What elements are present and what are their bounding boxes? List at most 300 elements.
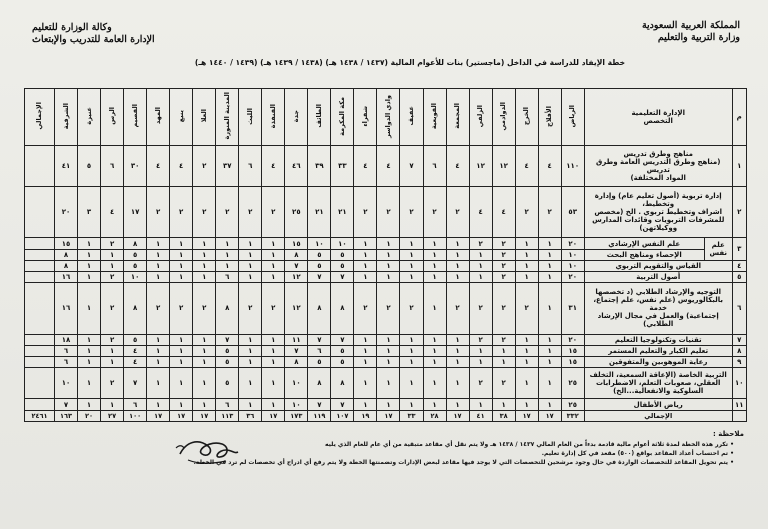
region-header: [538, 89, 561, 146]
cell-value: ٥: [308, 357, 331, 368]
cell-value: ١: [538, 249, 561, 260]
cell-value: ١: [515, 260, 538, 271]
cell-value: ٥: [308, 260, 331, 271]
total-value: ١٧٣: [285, 410, 308, 421]
cell-value: ١: [101, 345, 124, 356]
cell-value: ٤٦: [285, 146, 308, 187]
specialization-label: [584, 334, 732, 345]
cell-value: ٤١: [55, 146, 78, 187]
cell-value: ٢: [262, 283, 285, 334]
cell-value: ١٠: [561, 249, 584, 260]
cell-value: ٥: [331, 249, 354, 260]
cell-value: ١: [147, 272, 170, 283]
cell-value: ٤: [469, 187, 492, 238]
cell-value: ١: [101, 399, 124, 410]
note-item-1: • تكرر هذه الخطة لمدة ثلاثة أعوام مالية قادمة بدءاً من العام المالي ١٤٣٧ / ١٤٣٨ هـ ولا يتم نقل أي مقاعد متبقية من أي عام للعام الذي يليه: [144, 440, 734, 449]
cell-value: ٢: [446, 187, 469, 238]
cell-value: ١: [78, 357, 101, 368]
note-item-2: • تم احتساب أعداد المقاعد بواقع (٥٠٠) مقعد في كل إدارة تعليم.: [144, 449, 734, 458]
cell-value: ١: [170, 368, 193, 399]
cell-value: ٦: [423, 146, 446, 187]
cell-value: ١: [170, 357, 193, 368]
region-header: [446, 89, 469, 146]
cell-value: ٧: [308, 272, 331, 283]
cell-value: ١: [400, 334, 423, 345]
row-index: ٣: [732, 238, 746, 260]
cell-value: ١: [170, 238, 193, 249]
total-value: ١١٩: [308, 410, 331, 421]
cell-value: ١: [377, 249, 400, 260]
total-value: ٣٣٢: [561, 410, 584, 421]
cell-value: ١: [239, 249, 262, 260]
cell-value: ١: [446, 357, 469, 368]
cell-value: ٧: [331, 272, 354, 283]
specialization-line: مناهج وطرق تدريس: [623, 150, 693, 159]
region-header-label: الأفلاج: [545, 105, 554, 127]
cell-value: ١: [446, 399, 469, 410]
specialization-label: [584, 399, 732, 410]
cell-value: ١: [239, 368, 262, 399]
cell-value: ٢: [492, 368, 515, 399]
cell-value: ٣٣: [331, 146, 354, 187]
specialization-label: [584, 260, 732, 271]
cell-value: ٥: [216, 357, 239, 368]
cell-value: ١: [446, 272, 469, 283]
region-header: [285, 89, 308, 146]
region-header: [216, 89, 239, 146]
cell-value: ٧: [400, 146, 423, 187]
specialization-line: المواد المختلفة): [630, 174, 686, 183]
table-row: [25, 146, 747, 187]
cell-value: ١: [78, 334, 101, 345]
cell-value: ١: [538, 399, 561, 410]
cell-value: ٦: [308, 345, 331, 356]
cell-value: ١: [262, 345, 285, 356]
specialization-label: علم النفس الإرشادي: [584, 238, 704, 249]
cell-value: ١: [377, 399, 400, 410]
specialization-line: تقنيات وتكنولوجيا التعليم: [614, 335, 702, 344]
cell-value: ١: [239, 399, 262, 410]
region-header-label: المهد: [153, 107, 162, 125]
cell-value: ٤: [515, 146, 538, 187]
total-column-label: الإجمالي: [35, 102, 43, 130]
cell-value: ١: [262, 399, 285, 410]
group-label: علم نفس: [704, 238, 732, 260]
cell-value: ٧: [216, 334, 239, 345]
cell-value: ١: [446, 345, 469, 356]
cell-value: ١: [538, 357, 561, 368]
cell-value: ١: [538, 272, 561, 283]
row-index: ٨: [732, 345, 746, 356]
cell-value: ١: [193, 334, 216, 345]
cell-value: ١: [147, 399, 170, 410]
cell-value: ١٨: [55, 334, 78, 345]
cell-value: ٤: [124, 345, 147, 356]
cell-value: ١: [515, 357, 538, 368]
cell-value: ٧: [331, 334, 354, 345]
cell-value: ٢: [469, 283, 492, 334]
cell-value: ٢: [262, 187, 285, 238]
cell-value: ٥: [216, 345, 239, 356]
total-value: ١٧: [377, 410, 400, 421]
cell-value: ١: [538, 334, 561, 345]
cell-value: ١: [469, 345, 492, 356]
cell-value: ٧: [285, 260, 308, 271]
cell-value: ١: [193, 272, 216, 283]
cell-value: ١: [262, 334, 285, 345]
specialization-label: [584, 283, 732, 334]
region-header-label: القويعية: [430, 102, 439, 130]
cell-value: ٦: [216, 399, 239, 410]
cell-value: ١: [515, 249, 538, 260]
cell-value: ٢: [239, 283, 262, 334]
specialization-label: [584, 187, 732, 238]
region-header-label: الزلفي: [476, 104, 485, 128]
cell-value: ١: [193, 399, 216, 410]
cell-value: ١: [400, 260, 423, 271]
specialization-label: الإحصاء ومناهج البحث: [584, 249, 704, 260]
cell-value: ٣: [78, 187, 101, 238]
cell-value: ٤: [446, 146, 469, 187]
row-total-cell: [25, 238, 55, 249]
cell-value: ١: [400, 272, 423, 283]
total-column-header: [25, 89, 55, 146]
totals-label: الإجمالي: [584, 410, 732, 421]
cell-value: ٨: [55, 260, 78, 271]
cell-value: ١٦: [55, 272, 78, 283]
cell-value: ١: [400, 399, 423, 410]
specialization-line: رعاية الموهوبين والمتفوقين: [609, 358, 708, 367]
specialization-column-header: [584, 89, 732, 146]
cell-value: ١٢: [285, 283, 308, 334]
cell-value: ١: [492, 345, 515, 356]
cell-value: ١: [262, 357, 285, 368]
cell-value: ١: [239, 345, 262, 356]
note-item-3: • يتم تحويل المقاعد للتخصصات الواردة في حال وجود مرشحين للتخصصات التي لا يوجد فيها مقاعد لبعض الإدارات وتضمنتها الخطة ولا يتم رفع أي ادراج أي تخصصات لم ترد في الخطة.: [144, 458, 734, 467]
cell-value: ١: [469, 357, 492, 368]
cell-value: ١٢: [492, 146, 515, 187]
cell-value: ١٥: [561, 345, 584, 356]
cell-value: ٢: [423, 187, 446, 238]
index-column-header: م: [732, 89, 746, 146]
cell-value: ١: [423, 238, 446, 249]
region-header: [561, 89, 584, 146]
cell-value: ١١: [285, 334, 308, 345]
table-row: [25, 334, 747, 345]
cell-value: ١: [400, 238, 423, 249]
cell-value: ١: [193, 357, 216, 368]
row-index: ٤: [732, 260, 746, 271]
specialization-line: (مناهج وطرق التدريس العامة وطرق تدريس: [595, 158, 721, 175]
cell-value: ١٠: [308, 238, 331, 249]
cell-value: ٦: [101, 146, 124, 187]
cell-value: ١٥: [285, 238, 308, 249]
cell-value: ٨: [331, 283, 354, 334]
specialization-line: أصول التربية: [636, 273, 681, 282]
cell-value: ١: [469, 260, 492, 271]
total-value: ١٧: [538, 410, 561, 421]
cell-value: ٢: [492, 260, 515, 271]
cell-value: ٣٩: [308, 146, 331, 187]
cell-value: ٨: [285, 249, 308, 260]
specialization-line: إدارة تربوية (أصول تعليم عام) وإدارة وتخطيط،: [594, 192, 722, 209]
cell-value: ١: [239, 272, 262, 283]
cell-value: ١: [515, 238, 538, 249]
cell-value: ٤: [492, 187, 515, 238]
region-header: [515, 89, 538, 146]
cell-value: ١: [423, 272, 446, 283]
region-header: [239, 89, 262, 146]
row-total-cell: [25, 399, 55, 410]
region-header-label: القصيم: [130, 104, 139, 128]
scholarship-plan-table: [24, 88, 747, 422]
table-row: [25, 187, 747, 238]
cell-value: ٢: [515, 283, 538, 334]
cell-value: ١: [147, 249, 170, 260]
cell-value: ٧: [124, 368, 147, 399]
cell-value: ١: [170, 272, 193, 283]
cell-value: ١: [400, 368, 423, 399]
region-header-label: مكة المكرمة: [337, 96, 346, 136]
cell-value: ١: [239, 260, 262, 271]
cell-value: ٢: [538, 187, 561, 238]
cell-value: ١: [147, 260, 170, 271]
region-header: [55, 89, 78, 146]
cell-value: ٥٣: [561, 187, 584, 238]
cell-value: ٤: [170, 146, 193, 187]
cell-value: ١: [538, 368, 561, 399]
table-row: [25, 345, 747, 356]
cell-value: ٢: [193, 283, 216, 334]
cell-value: ٢: [147, 187, 170, 238]
region-header-label: المجمعة: [453, 103, 462, 129]
specialization-line: القياس والتقويم التربوي: [615, 261, 701, 270]
cell-value: ١: [400, 249, 423, 260]
cell-value: ٢٠: [55, 187, 78, 238]
cell-value: ٢: [354, 283, 377, 334]
cell-value: ٢: [492, 272, 515, 283]
region-header: [377, 89, 400, 146]
cell-value: ١: [147, 334, 170, 345]
ministry-header-line-1: المملكة العربية السعودية: [641, 20, 740, 31]
table-row: [25, 272, 747, 283]
specialization-label: [584, 357, 732, 368]
cell-value: ١: [78, 283, 101, 334]
cell-value: ١: [377, 272, 400, 283]
cell-value: ١: [193, 368, 216, 399]
row-total-cell: [25, 368, 55, 399]
region-header-label: المدينة المنورة: [222, 92, 231, 140]
cell-value: ١: [446, 249, 469, 260]
cell-value: ١: [78, 399, 101, 410]
specialization-line: السلوكية والانفعالية...الخ): [613, 387, 704, 396]
total-value: ١٩: [354, 410, 377, 421]
total-value: ١٧: [193, 410, 216, 421]
region-header: [78, 89, 101, 146]
cell-value: ١: [147, 238, 170, 249]
table-row: [25, 357, 747, 368]
cell-value: ١: [423, 357, 446, 368]
row-index: ٧: [732, 334, 746, 345]
cell-value: ٧: [55, 399, 78, 410]
cell-value: ١: [101, 249, 124, 260]
total-value: ١٧: [170, 410, 193, 421]
row-index: ١٠: [732, 368, 746, 399]
table-row: [25, 399, 747, 410]
cell-value: ١٠: [331, 238, 354, 249]
cell-value: ١: [170, 345, 193, 356]
cell-value: ٢: [101, 334, 124, 345]
specialization-line: تعليم الكبار والتعليم المستمر: [608, 346, 709, 355]
cell-value: ١: [216, 260, 239, 271]
cell-value: ١: [538, 345, 561, 356]
cell-value: ٥: [331, 260, 354, 271]
total-value: ٣٦: [239, 410, 262, 421]
cell-value: ٨: [308, 283, 331, 334]
cell-value: ٦: [124, 399, 147, 410]
row-total-cell: [25, 345, 55, 356]
cell-value: ٢١: [308, 187, 331, 238]
cell-value: ١: [354, 368, 377, 399]
specialization-header-label: التخصص: [643, 117, 673, 125]
cell-value: ٨: [55, 249, 78, 260]
totals-index-cell: [732, 410, 746, 421]
cell-value: ٢: [400, 283, 423, 334]
cell-value: ١: [354, 272, 377, 283]
cell-value: ٤: [101, 187, 124, 238]
cell-value: ١: [469, 272, 492, 283]
cell-value: ١: [193, 238, 216, 249]
cell-value: ٧: [285, 345, 308, 356]
cell-value: ١٠: [124, 272, 147, 283]
cell-value: ٨: [331, 368, 354, 399]
total-value: ٢٠: [78, 410, 101, 421]
cell-value: ١٥: [561, 357, 584, 368]
cell-value: ٦: [55, 357, 78, 368]
agency-header-line-1: وكالة الوزارة للتعليم: [32, 22, 112, 33]
cell-value: ٢٥: [285, 187, 308, 238]
specialization-line: التوجيه والإرشاد الطلابي (د تخصصها: [595, 288, 722, 297]
cell-value: ٢: [446, 283, 469, 334]
cell-value: ٢: [400, 187, 423, 238]
cell-value: ١: [538, 283, 561, 334]
cell-value: ١: [515, 345, 538, 356]
cell-value: ١٢: [285, 272, 308, 283]
row-index: ٥: [732, 272, 746, 283]
specialization-label: [584, 368, 732, 399]
cell-value: ١: [239, 334, 262, 345]
total-value: ٣٨: [492, 410, 515, 421]
region-header: [124, 89, 147, 146]
totals-row: [25, 410, 747, 421]
grand-total: ٢٤٦١: [25, 410, 55, 421]
region-header-label: الليث: [245, 107, 254, 125]
cell-value: ٥: [124, 334, 147, 345]
row-index: ١١: [732, 399, 746, 410]
cell-value: ٢: [101, 272, 124, 283]
total-value: ١٠٧: [331, 410, 354, 421]
cell-value: ١: [170, 399, 193, 410]
agency-header-line-2: الإدارة العامة للتدريب والإبتعاث: [32, 34, 155, 45]
cell-value: ٣١: [561, 283, 584, 334]
cell-value: ١: [354, 260, 377, 271]
region-header: [193, 89, 216, 146]
cell-value: ١: [515, 272, 538, 283]
cell-value: ٥: [331, 357, 354, 368]
row-total-cell: [25, 260, 55, 271]
cell-value: ٤: [147, 146, 170, 187]
cell-value: ٥: [308, 249, 331, 260]
cell-value: ٤: [377, 146, 400, 187]
cell-value: ١: [101, 357, 124, 368]
cell-value: ١: [423, 260, 446, 271]
cell-value: ١٧: [124, 187, 147, 238]
row-index: ٢: [732, 187, 746, 238]
region-header: [400, 89, 423, 146]
total-value: ١٠٠: [124, 410, 147, 421]
notes-list: [144, 440, 744, 467]
region-header: [331, 89, 354, 146]
cell-value: ١: [170, 260, 193, 271]
cell-value: ٥: [331, 345, 354, 356]
cell-value: ٢: [239, 187, 262, 238]
cell-value: ١: [354, 399, 377, 410]
cell-value: ٣٠: [124, 146, 147, 187]
row-index: ١: [732, 146, 746, 187]
region-header-label: عفيف: [406, 106, 415, 126]
specialization-line: اشراف وتخطيط تربوي . الخ (مخصص: [594, 208, 723, 217]
cell-value: ١: [239, 238, 262, 249]
cell-value: ٢٠: [561, 238, 584, 249]
cell-value: ٢: [492, 249, 515, 260]
specialization-line: بالبكالوريوس (علم نفس، علم إجتماع، خدمة: [593, 296, 724, 313]
cell-value: ٢٥: [561, 399, 584, 410]
cell-value: ١: [423, 345, 446, 356]
cell-value: ٨: [285, 357, 308, 368]
cell-value: ١٠: [55, 368, 78, 399]
cell-value: ١: [423, 283, 446, 334]
cell-value: ١: [354, 334, 377, 345]
total-value: ١٧: [446, 410, 469, 421]
table-row: [25, 283, 747, 334]
cell-value: ١: [193, 345, 216, 356]
specialization-line: التربية الخاصة (الإعاقة السمعية، التخلف: [589, 371, 727, 380]
cell-value: ٢: [101, 283, 124, 334]
cell-value: ١: [147, 368, 170, 399]
cell-value: ١: [147, 357, 170, 368]
region-header-label: الشرقية: [61, 102, 70, 130]
specialization-line: إجتماعية) والعمل في مجال الإرشاد الطلابي): [597, 312, 719, 329]
region-header-label: الطائف: [314, 104, 323, 128]
region-header-label: العلا: [199, 109, 208, 123]
document-title: خطة الإيفاد للدراسة في الداخل (ماجستير) بنات للأعوام المالية (١٤٣٧ / ١٤٣٨ هـ) (١٤٣٨ / ١٤٣٩ هـ) (١٤٣٩ / ١٤٤٠ هـ): [194, 58, 626, 67]
region-header-label: جدة: [291, 109, 300, 123]
total-value: ٤١: [469, 410, 492, 421]
cell-value: ١٠: [285, 399, 308, 410]
cell-value: ١: [446, 238, 469, 249]
admin-header-label: الإدارة التعليمية: [631, 109, 685, 117]
region-header: [101, 89, 124, 146]
cell-value: ٢: [377, 283, 400, 334]
table-header-row: [25, 89, 747, 146]
cell-value: ١: [354, 238, 377, 249]
region-header-label: ينبع: [176, 109, 185, 123]
region-header: [354, 89, 377, 146]
cell-value: ٢: [377, 187, 400, 238]
cell-value: ١: [400, 357, 423, 368]
cell-value: ١: [423, 399, 446, 410]
cell-value: ١: [78, 345, 101, 356]
